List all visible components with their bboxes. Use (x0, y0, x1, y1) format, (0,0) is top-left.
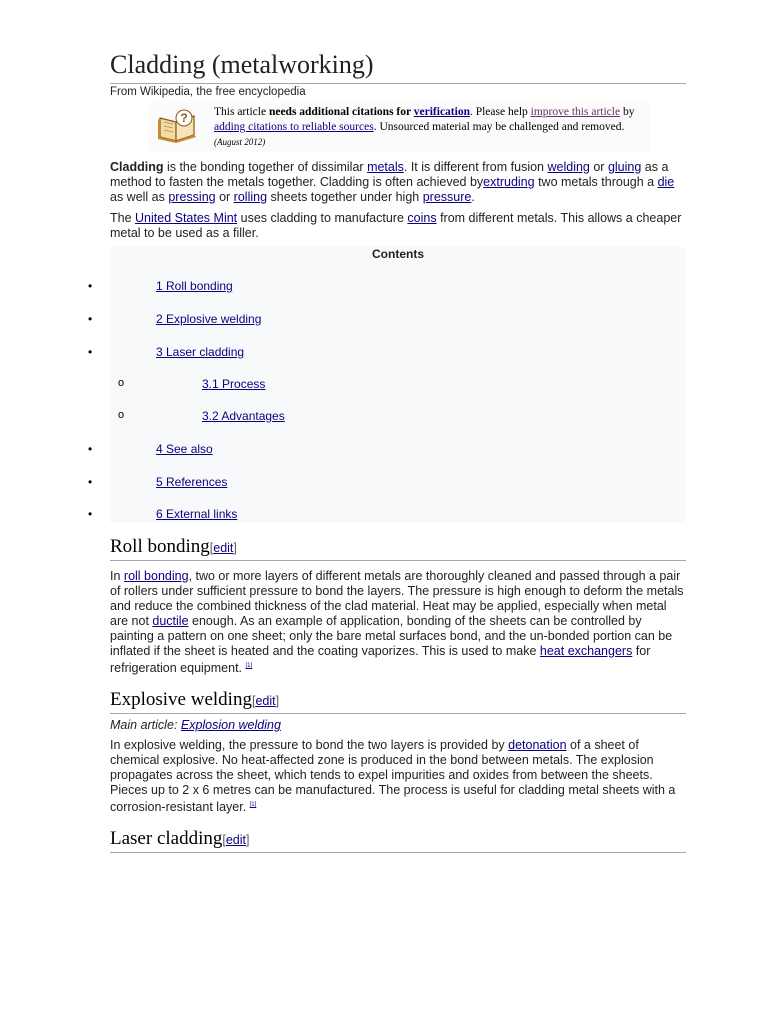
page-title: Cladding (metalworking) (110, 48, 686, 84)
book-question-icon (156, 108, 200, 144)
edit-section: [edit] (209, 541, 237, 555)
link-heat-exchangers[interactable]: heat exchangers (539, 644, 633, 658)
toc-bullet: • (88, 442, 93, 456)
link-coins[interactable]: coins (407, 211, 437, 225)
toc-item-process[interactable]: 3.1 Process (202, 377, 266, 391)
intro-bold: Cladding (110, 160, 164, 174)
roll-text-1: In (110, 569, 124, 583)
link-ductile[interactable]: ductile (152, 614, 189, 628)
toc-bullet: • (88, 345, 93, 359)
toc-bullet: • (88, 475, 93, 489)
toc-bullet: • (88, 312, 93, 326)
intro-text-7: or (215, 190, 234, 204)
intro-text-1: is the bonding together of dissimilar (163, 160, 368, 174)
toc-sub-bullet: o (118, 409, 125, 421)
intro-text-4: as a method to fasten the metals together. Cladding is often achieved by (110, 160, 669, 189)
roll-bonding-paragraph (110, 569, 686, 676)
table-of-contents (88, 247, 686, 523)
improve-link[interactable]: improve this article (530, 106, 621, 118)
adding-citations-link[interactable]: adding citations to reliable sources (214, 121, 374, 133)
toc-item-laser-cladding[interactable]: 3 Laser cladding (156, 345, 245, 359)
article (88, 48, 686, 853)
toc-item-roll-bonding[interactable]: 1 Roll bonding (156, 279, 233, 293)
notice-bold: needs additional citations for (268, 106, 414, 118)
intro-text-6: as well as (110, 190, 169, 204)
intro-paragraph (110, 160, 686, 205)
section-heading-explosive-welding (110, 688, 686, 714)
link-metals[interactable]: metals (367, 160, 404, 174)
notice-text-1: This article (214, 106, 269, 118)
citation-notice (148, 102, 650, 152)
link-explosion-welding[interactable]: Explosion welding (180, 718, 281, 733)
link-gluing[interactable]: gluing (607, 160, 642, 174)
tagline: From Wikipedia, the free encyclopedia (110, 86, 306, 98)
intro-text-8: sheets together under high (267, 190, 423, 204)
mint-text-3: from different metals. This allows a cheaper metal to be used as a filler. (110, 211, 682, 240)
link-extruding[interactable]: extruding (483, 175, 535, 189)
svg-text:?: ? (180, 111, 188, 125)
intro-text-9: . (471, 190, 475, 204)
link-united-states-mint[interactable]: United States Mint (135, 211, 238, 225)
toc-sub-bullet: o (118, 377, 125, 389)
notice-text (214, 105, 642, 150)
toc-item-explosive-welding[interactable]: 2 Explosive welding (156, 312, 262, 326)
notice-text-4: . Unsourced material may be challenged and removed. (373, 121, 625, 133)
notice-text-2: . Please help (469, 106, 531, 118)
edit-section: [edit] (222, 833, 250, 848)
explosive-heading-text: Explosive welding (110, 689, 252, 711)
mint-text-1: The (110, 211, 136, 225)
link-pressure[interactable]: pressure (422, 190, 472, 204)
link-welding[interactable]: welding (547, 160, 590, 174)
edit-link[interactable]: edit (225, 833, 247, 848)
toc-item-references[interactable]: 5 References (156, 475, 228, 489)
link-die[interactable]: die (657, 175, 675, 189)
link-pressing[interactable]: pressing (168, 190, 216, 204)
link-roll-bonding[interactable]: roll bonding (123, 569, 189, 583)
notice-text-3: by (620, 106, 635, 118)
section-heading-laser-cladding (110, 827, 686, 853)
edit-section: [edit] (251, 694, 280, 709)
roll-text-2: , two or more layers of different metals are thoroughly cleaned and passed through a pair of rollers under sufficient pressure to bond the layers. The pressure is high enough to deform the metals and reduce the combined thickness of the clad material. Heat may be applied, especially when metal are not (110, 569, 684, 628)
edit-link[interactable]: edit (213, 541, 234, 555)
verification-link[interactable]: verification (413, 106, 470, 118)
notice-date: (August 2012) (214, 137, 266, 147)
toc-item-external-links[interactable]: 6 External links (156, 507, 238, 521)
roll-heading-text: Roll bonding (110, 536, 210, 557)
mint-text-2: uses cladding to manufacture (237, 211, 408, 225)
roll-text-4: for refrigeration equipment. (110, 644, 651, 676)
toc-bullet: • (88, 279, 93, 293)
link-detonation[interactable]: detonation (508, 738, 567, 753)
toc-title: Contents (372, 247, 424, 261)
explosive-welding-paragraph (110, 738, 686, 815)
citation-ref[interactable]: [1] (245, 663, 253, 669)
mint-paragraph (110, 211, 686, 241)
toc-item-see-also[interactable]: 4 See also (156, 442, 213, 456)
roll-text-3: enough. As an example of application, bonding of the sheets can be controlled by painting a pattern on one sheet; only the bare metal surfaces bond, and the un-bonded portion can be inflated if the sheet is heated and the coating vaporizes. This is used to make (110, 614, 673, 658)
laser-heading-text: Laser cladding (110, 828, 223, 850)
main-article-note (110, 718, 686, 732)
main-article-label: Main article: (110, 718, 181, 733)
section-heading-roll-bonding (110, 535, 686, 561)
explosive-text-1: In explosive welding, the pressure to bond the two layers is provided by (110, 738, 509, 753)
edit-link[interactable]: edit (255, 694, 276, 709)
toc-item-advantages[interactable]: 3.2 Advantages (202, 409, 285, 423)
link-rolling[interactable]: rolling (233, 190, 268, 204)
intro-text-3: or (589, 160, 608, 174)
toc-bullet: • (88, 507, 93, 521)
intro-text-2: . It is different from fusion (403, 160, 548, 174)
explosive-text-2: of a sheet of chemical explosive. No heat-affected zone is produced in the bond between metals. The explosion propagates across the sheet, which tends to expel impurities and oxides from between the sheets. Pieces up to 2 x 6 metres can be manufactured. The process is useful for cladding metal sheets with a corrosion-resistant layer. (110, 738, 676, 815)
citation-ref[interactable]: [1] (249, 802, 257, 809)
intro-text-5: two metals through a (534, 175, 658, 189)
